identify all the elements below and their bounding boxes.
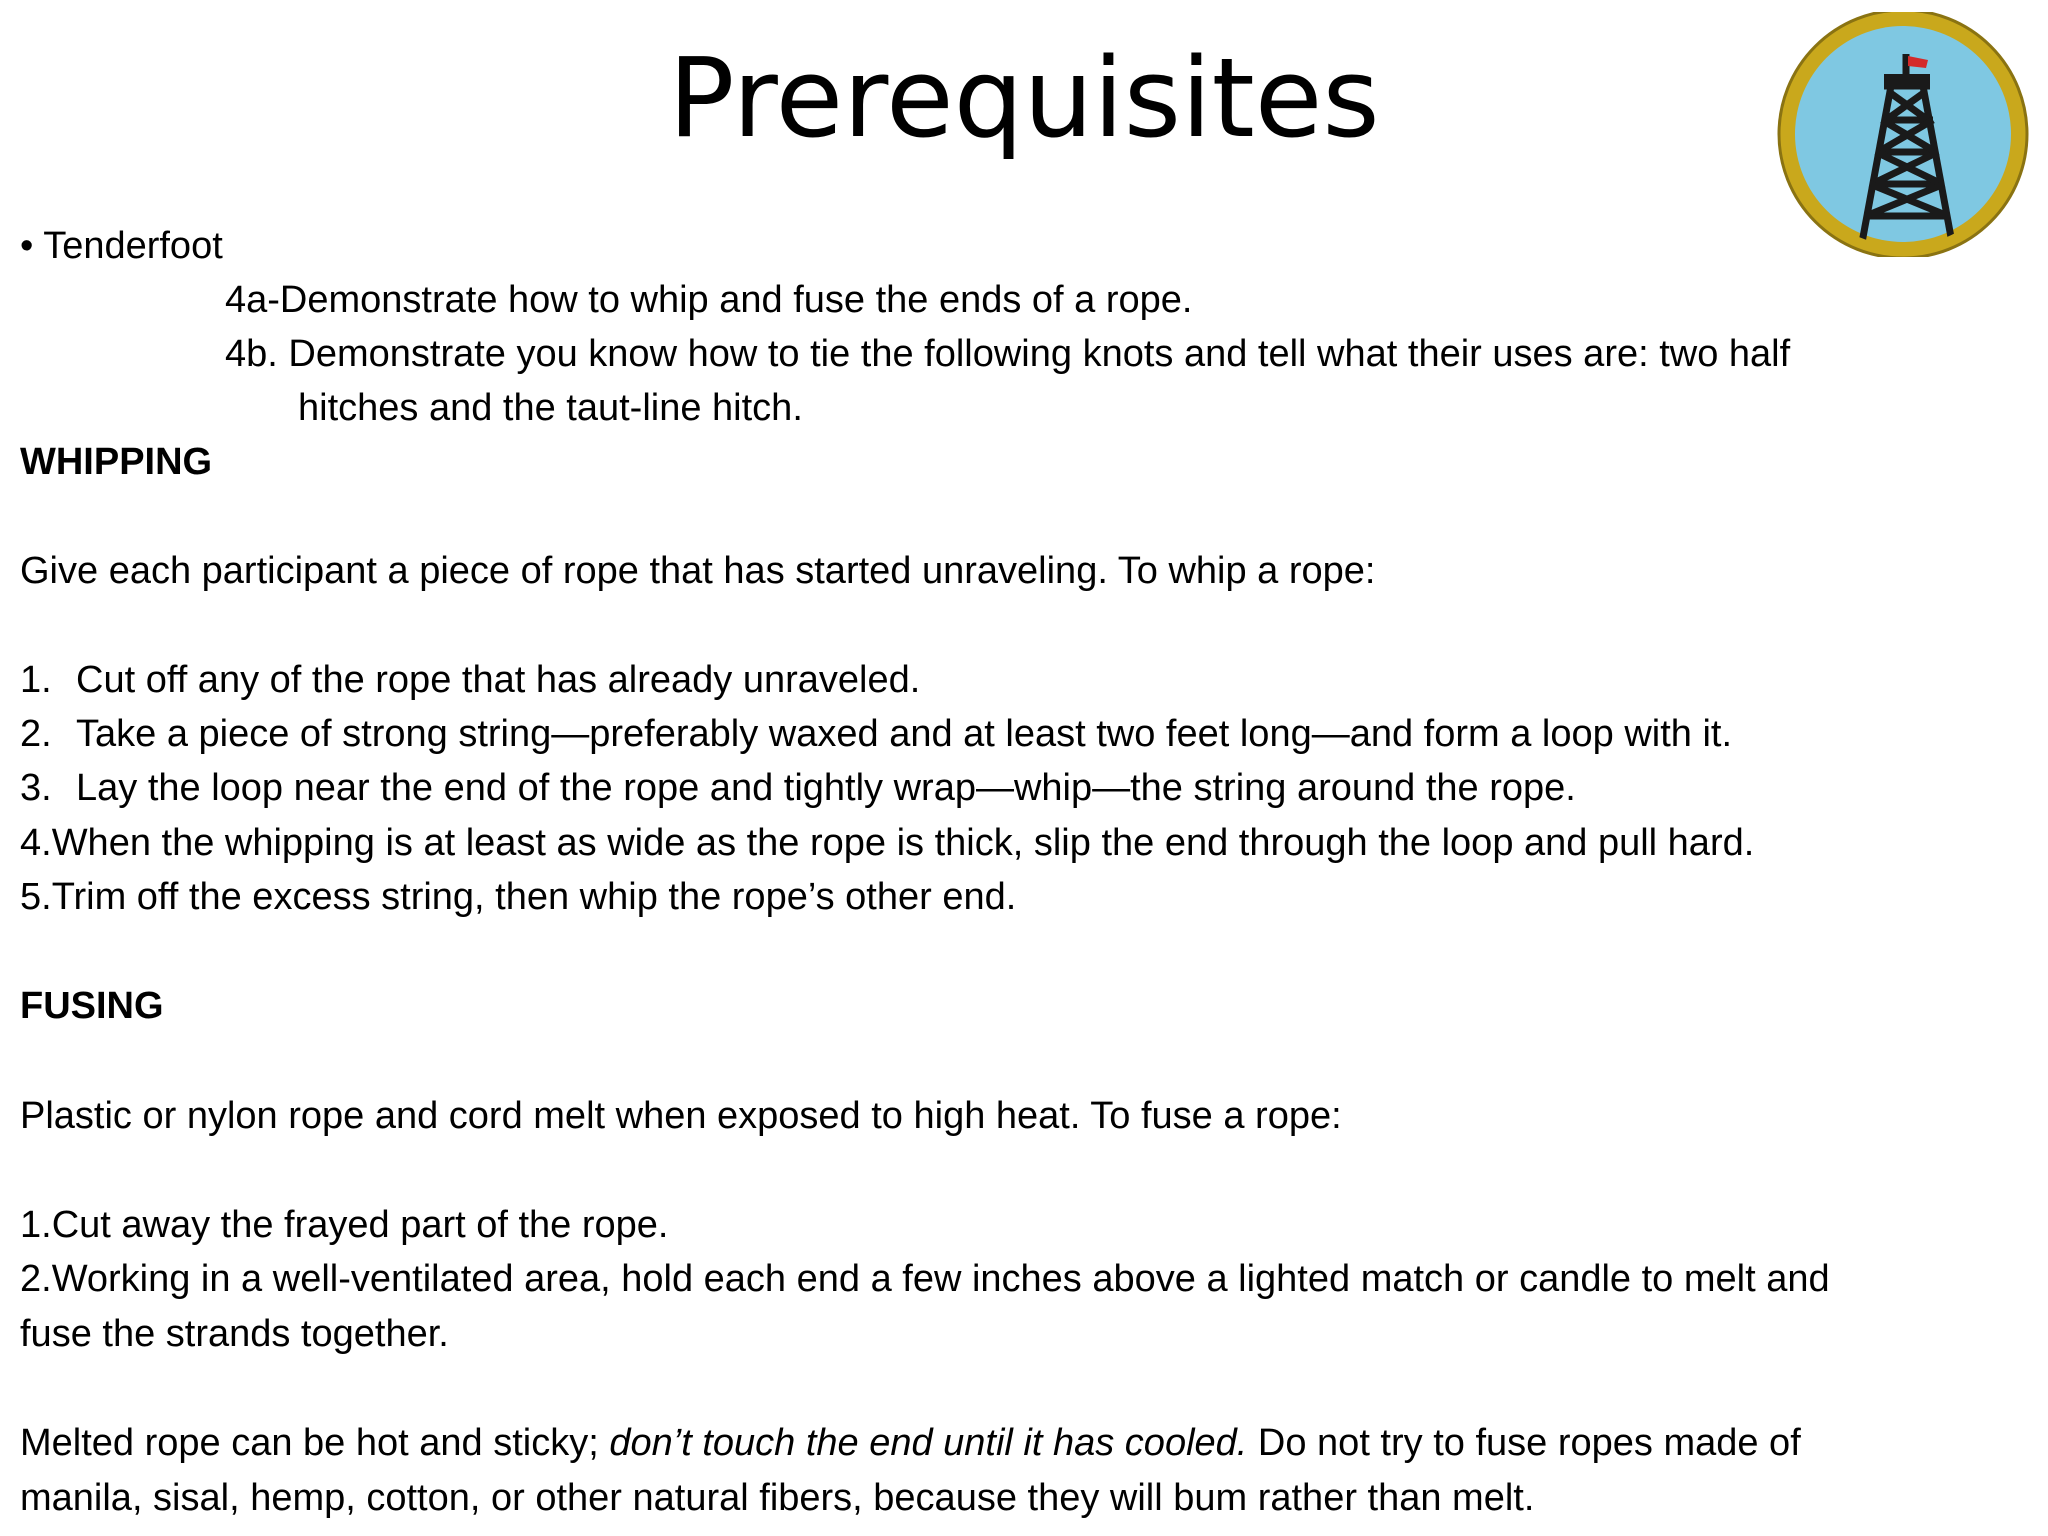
whipping-step-5: 5.Trim off the excess string, then whip the rope’s other end. [20,876,1017,918]
whipping-step-4: 4.When the whipping is at least as wide as the rope is thick, slip the end through the loop and pull hard. [20,822,1755,864]
step-number: 1. [20,659,52,701]
requirement-4b-line1: 4b. Demonstrate you know how to tie the following knots and tell what their uses are: two half [225,333,1791,375]
step-text: Cut off any of the rope that has already unraveled. [76,659,921,701]
requirement-4a: 4a-Demonstrate how to whip and fuse the ends of a rope. [225,279,1193,321]
slide-title: Prerequisites [668,34,1380,162]
whipping-step-2 [20,710,1732,758]
fusing-step-1: 1.Cut away the frayed part of the rope. [20,1204,669,1246]
warning-text: Do not try to fuse ropes made of [1247,1422,1801,1464]
tower-badge-icon [1758,12,2048,257]
step-number: 3. [20,767,52,809]
bullet: • [20,225,34,267]
fusing-step-2-line1: 2.Working in a well-ventilated area, hold each end a few inches above a lighted match or candle to melt and [20,1258,1830,1300]
warning-emphasis: don’t touch the end until it has cooled. [609,1422,1248,1464]
prereq-rank-line [20,222,223,270]
whipping-step-1 [20,656,920,704]
fusing-intro: Plastic or nylon rope and cord melt when exposed to high heat. To fuse a rope: [20,1095,1342,1137]
whipping-intro: Give each participant a piece of rope that has started unraveling. To whip a rope: [20,550,1376,592]
whipping-step-3 [20,764,1576,812]
fusing-warning-line2: manila, sisal, hemp, cotton, or other natural fibers, because they will bum rather than melt. [20,1477,1535,1519]
prereq-rank: Tenderfoot [43,225,223,267]
step-text: Take a piece of strong string—preferably waxed and at least two feet long—and form a loop with it. [76,713,1733,755]
fusing-warning-line1 [20,1419,1801,1467]
warning-text: Melted rope can be hot and sticky; [20,1422,610,1464]
whipping-heading: WHIPPING [20,441,213,483]
fusing-step-2-line2: fuse the strands together. [20,1313,449,1355]
requirement-4b-line2: hitches and the taut-line hitch. [298,387,803,429]
step-number: 2. [20,713,52,755]
step-text: Lay the loop near the end of the rope and tightly wrap—whip—the string around the rope. [76,767,1576,809]
fusing-heading: FUSING [20,985,164,1027]
